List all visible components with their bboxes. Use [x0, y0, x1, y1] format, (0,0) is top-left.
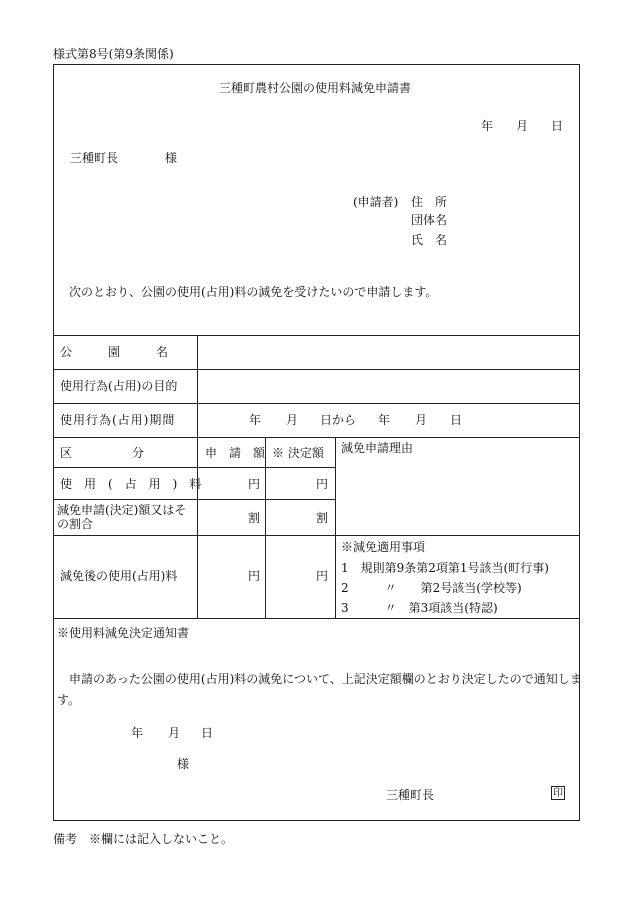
application-date: [481, 120, 563, 132]
date-day-label: 日: [550, 119, 563, 133]
after-decided-unit: 円: [316, 569, 329, 583]
purpose-label: 使用行為(占用)の目的: [60, 379, 178, 393]
exemption-item: 2 〃 第2号該当(学校等): [341, 581, 522, 595]
applicant-name-label: 氏 名: [411, 233, 448, 247]
addressee-name: 三種町長: [70, 151, 119, 165]
exemption-title: ※減免適用事項: [341, 540, 426, 554]
table-line: [53, 618, 580, 619]
notice-date-month: 月: [168, 726, 181, 740]
notice-body-continued: す。: [57, 693, 81, 707]
reason-label: 減免申請理由: [341, 441, 414, 455]
seal-mark: 印: [553, 788, 563, 799]
after-exemption-label: 減免後の使用(占用)料: [60, 569, 178, 583]
table-line: [53, 437, 580, 438]
notice-issuer: 三種町長: [386, 788, 435, 802]
exemption-item: 3 〃 第3項該当(特認): [341, 601, 498, 615]
period-from-month: 月: [286, 413, 299, 427]
fee-label: 使 用 ( 占 用 ) 料: [60, 477, 202, 491]
decided-amount-header: ※ 決定額: [272, 446, 324, 460]
table-line: [53, 403, 580, 404]
form-id: 様式第8号(第9条関係): [53, 47, 174, 61]
notice-date-day: 日: [201, 726, 214, 740]
ratio-label: 減免申請(決定)額又はその割合: [57, 503, 187, 531]
fee-applied-unit: 円: [248, 477, 261, 491]
table-line: [335, 437, 336, 618]
table-line: [53, 467, 335, 468]
notice-date-year: 年: [131, 726, 144, 740]
table-line: [53, 335, 580, 336]
period-from-day: 日から: [320, 413, 357, 427]
period-to-day: 日: [450, 413, 463, 427]
period-to-month: 月: [415, 413, 428, 427]
table-line: [53, 499, 335, 500]
period-from-year: 年: [249, 413, 262, 427]
period-label: 使用行為(占用)期間: [60, 413, 176, 427]
notice-honorific: 様: [177, 757, 190, 771]
applied-amount-header: 申 請 額: [205, 446, 266, 460]
notice-title: ※使用料減免決定通知書: [57, 626, 190, 640]
table-line: [53, 535, 580, 536]
period-to-year: 年: [378, 413, 391, 427]
form-frame: [53, 64, 580, 821]
after-applied-unit: 円: [248, 569, 261, 583]
ratio-decided-unit: 割: [316, 511, 329, 525]
park-name-label: 公 園 名: [60, 345, 169, 359]
applicant-address-label: 住 所: [411, 195, 448, 209]
notice-body: 申請のあった公園の使用(占用)料の減免について、上記決定額欄のとおり決定したので通知しま: [69, 672, 582, 686]
ratio-applied-unit: 割: [248, 511, 261, 525]
applicant-label: (申請者): [353, 195, 399, 209]
category-label: 区 分: [60, 446, 145, 460]
fee-decided-unit: 円: [316, 477, 329, 491]
table-line: [53, 369, 580, 370]
addressee-honorific: 様: [165, 151, 178, 165]
page-title: 三種町農村公園の使用料減免申請書: [218, 81, 411, 95]
exemption-item: 1 規則第9条第2項第1号該当(町行事): [341, 561, 549, 575]
date-year-label: 年: [481, 119, 494, 133]
table-line: [265, 437, 266, 618]
date-month-label: 月: [515, 119, 528, 133]
application-statement: 次のとおり、公園の使用(占用)料の減免を受けたいので申請します。: [69, 285, 438, 299]
remarks: 備考 ※欄には記入しないこと。: [53, 832, 234, 846]
applicant-group-label: 団体名: [411, 213, 448, 227]
